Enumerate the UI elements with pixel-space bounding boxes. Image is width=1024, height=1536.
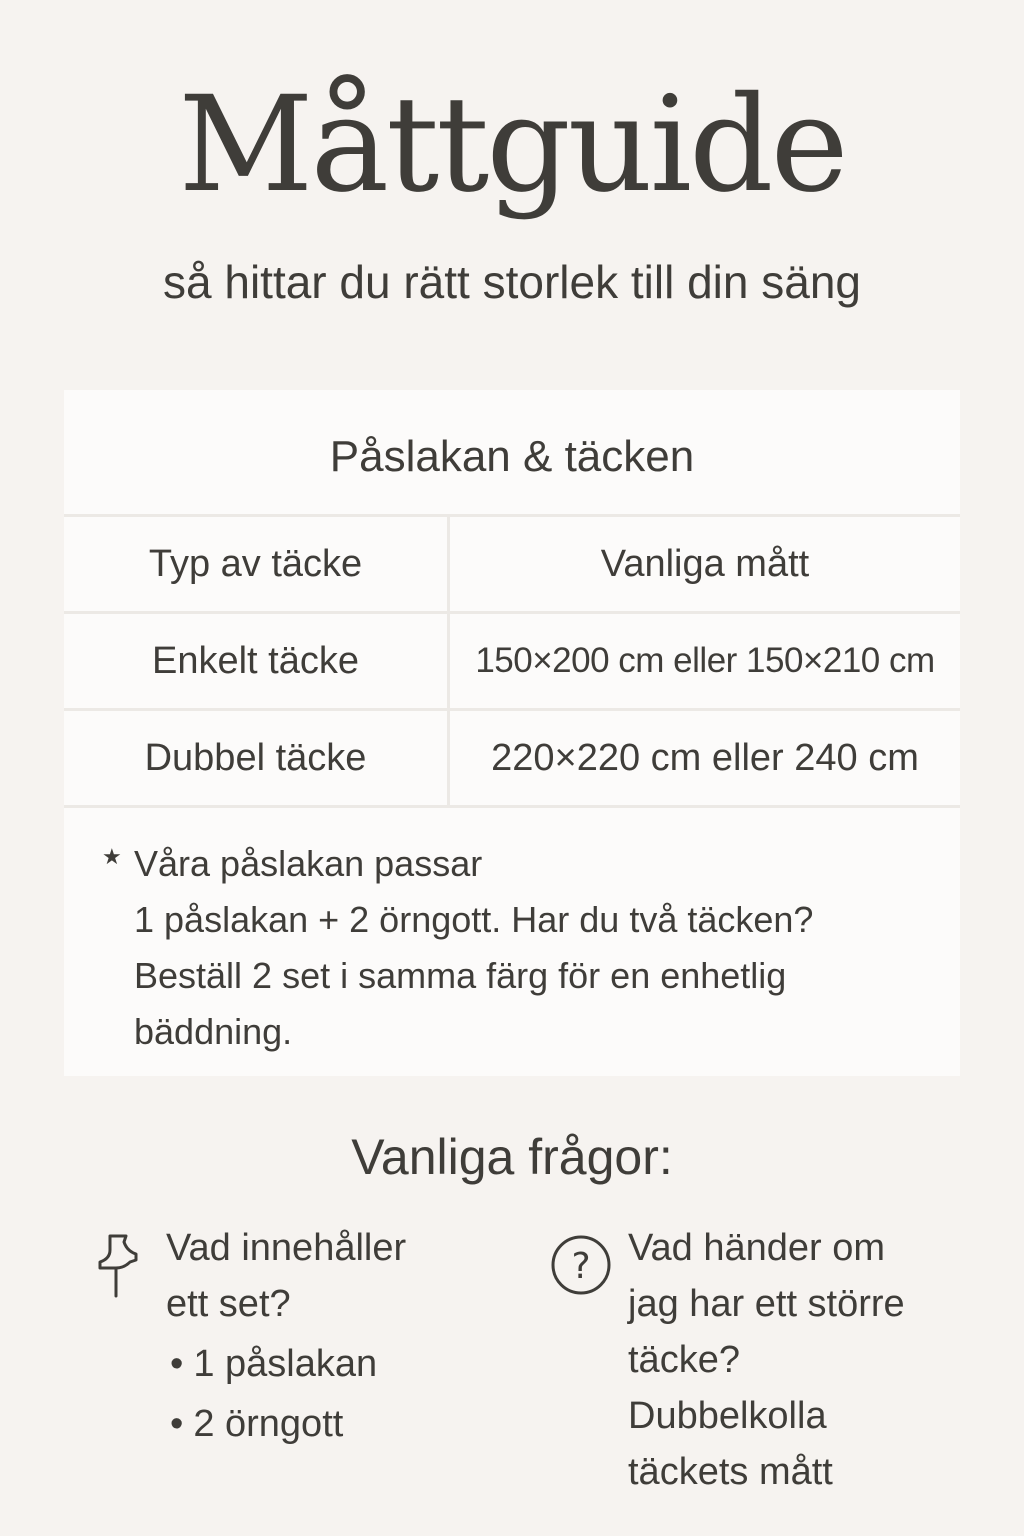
row-type-cell: Enkelt täcke — [64, 614, 450, 708]
faq-item-larger-duvet — [628, 1220, 968, 1500]
faq-question-line: ett set? — [166, 1283, 291, 1325]
faq-heading: Vanliga frågor: — [351, 1129, 673, 1185]
column-header-type: Typ av täcke — [64, 517, 450, 611]
question-circle-icon — [550, 1234, 612, 1301]
faq-item-set-contents — [166, 1220, 496, 1452]
info-note — [102, 836, 932, 1060]
note-line: Beställ 2 set i samma färg för en enhetlig — [134, 955, 787, 996]
row-type-cell: Dubbel täcke — [64, 711, 450, 805]
table-row — [64, 708, 960, 808]
note-line: bäddning. — [134, 1011, 293, 1052]
table-row — [64, 611, 960, 708]
page-title: Måttguide — [178, 68, 846, 222]
faq-line: jag har ett större — [628, 1283, 905, 1325]
row-size-cell: 150×200 cm eller 150×210 cm — [475, 641, 935, 680]
page-subtitle: så hittar du rätt storlek till din säng — [163, 256, 861, 308]
card-title: Påslakan & täcken — [329, 432, 695, 481]
table-header-row — [64, 514, 960, 611]
faq-line: Dubbelkolla — [628, 1395, 827, 1437]
faq-line: Vad händer om — [628, 1227, 886, 1269]
star-icon: ★ — [102, 844, 122, 869]
faq-bullet: • 2 örngott — [166, 1396, 496, 1452]
row-size-cell: 220×220 cm eller 240 cm — [491, 736, 919, 779]
note-line: Våra påslakan passar — [134, 843, 483, 884]
size-card — [64, 390, 960, 1076]
svg-text:?: ? — [571, 1246, 591, 1287]
column-header-size: Vanliga mått — [600, 542, 810, 585]
faq-line: täckets mått — [628, 1451, 833, 1493]
pushpin-icon — [96, 1232, 148, 1307]
note-line: 1 påslakan + 2 örngott. Har du två täcken? — [134, 899, 814, 940]
faq-line: täcke? — [628, 1339, 740, 1381]
size-table — [64, 514, 960, 808]
faq-question-line: Vad innehåller — [166, 1227, 407, 1269]
faq-bullet: • 1 påslakan — [166, 1336, 496, 1392]
